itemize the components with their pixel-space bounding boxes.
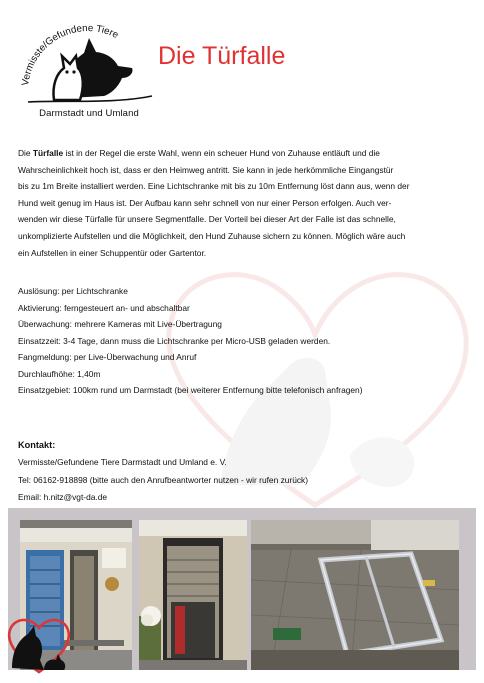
intro-prefix: Die	[18, 148, 33, 158]
intro-line-text: ist in der Regel die erste Wahl, wenn ein scheuer Hund von Zuhause entläuft und die	[63, 148, 380, 158]
intro-line: unkomplizierte Aufstellen und die Möglichkeit, den Hund Zuhause sichern zu können. Möglich wäre auch	[18, 230, 406, 241]
contact-email: Email: h.nitz@vgt-da.de	[18, 492, 108, 502]
intro-line	[18, 145, 468, 162]
contact-heading: Kontakt:	[18, 440, 56, 450]
dog-cat-heart-corner-icon	[4, 612, 74, 676]
spec-service-area: Einsatzgebiet: 100km rund um Darmstadt (bei weiterer Entfernung bitte telefonisch anfragen)	[18, 385, 363, 395]
photo-strip	[8, 508, 476, 670]
intro-line: wenden wir diese Türfalle für unsere Segmentfalle. Der Vorteil bei dieser Art der Falle ist das schnelle,	[18, 214, 396, 225]
spec-activation: Aktivierung: ferngesteuert an- und abschaltbar	[18, 302, 190, 313]
logo-arc-text: Vermisste/Gefundene Tiere	[20, 23, 121, 87]
page-title: Die Türfalle	[158, 42, 286, 70]
intro-bold-term: Türfalle	[32, 148, 64, 158]
intro-line: Wahrscheinlichkeit hoch ist, dass er den Heimweg antritt. Sie kann in jede herkömmliche Eingangstür	[18, 164, 394, 175]
spec-passage-height: Durchlaufhöhe: 1,40m	[18, 368, 101, 379]
intro-line: ein Aufstellen in einer Schuppentür oder Gartentor.	[18, 247, 207, 258]
spec-monitoring: Überwachung: mehrere Kameras mit Live-Übertragung	[18, 319, 222, 329]
intro-line: Hund weit genug im Haus ist. Der Aufbau kann sehr schnell von nur einer Person erfolgen. Auch ver-	[18, 197, 392, 208]
logo-region-text: Darmstadt und Umland	[39, 108, 139, 119]
spec-trigger: Auslösung: per Lichtschranke	[18, 286, 128, 296]
intro-line: bis zu 1m Breite installiert werden. Eine Lichtschranke mit bis zu 10m Entfernung löst dann aus, wenn der	[18, 181, 410, 192]
spec-catch-notice: Fangmeldung: per Live-Überwachung und Anruf	[18, 352, 197, 362]
spec-list	[18, 283, 468, 399]
doorway-trap-photo	[139, 520, 247, 670]
contact-phone: Tel: 06162-918898 (bitte auch den Anrufbeantworter nutzen - wir rufen zurück)	[18, 474, 309, 485]
spec-runtime: Einsatzzeit: 3-4 Tage, dann muss die Lichtschranke per Micro-USB geladen werden.	[18, 335, 331, 346]
trap-frame-on-floor-photo	[251, 520, 459, 670]
contact-org: Vermisste/Gefundene Tiere Darmstadt und Umland e. V.	[18, 457, 227, 467]
intro-paragraph	[18, 145, 468, 261]
contact-block	[18, 436, 468, 507]
